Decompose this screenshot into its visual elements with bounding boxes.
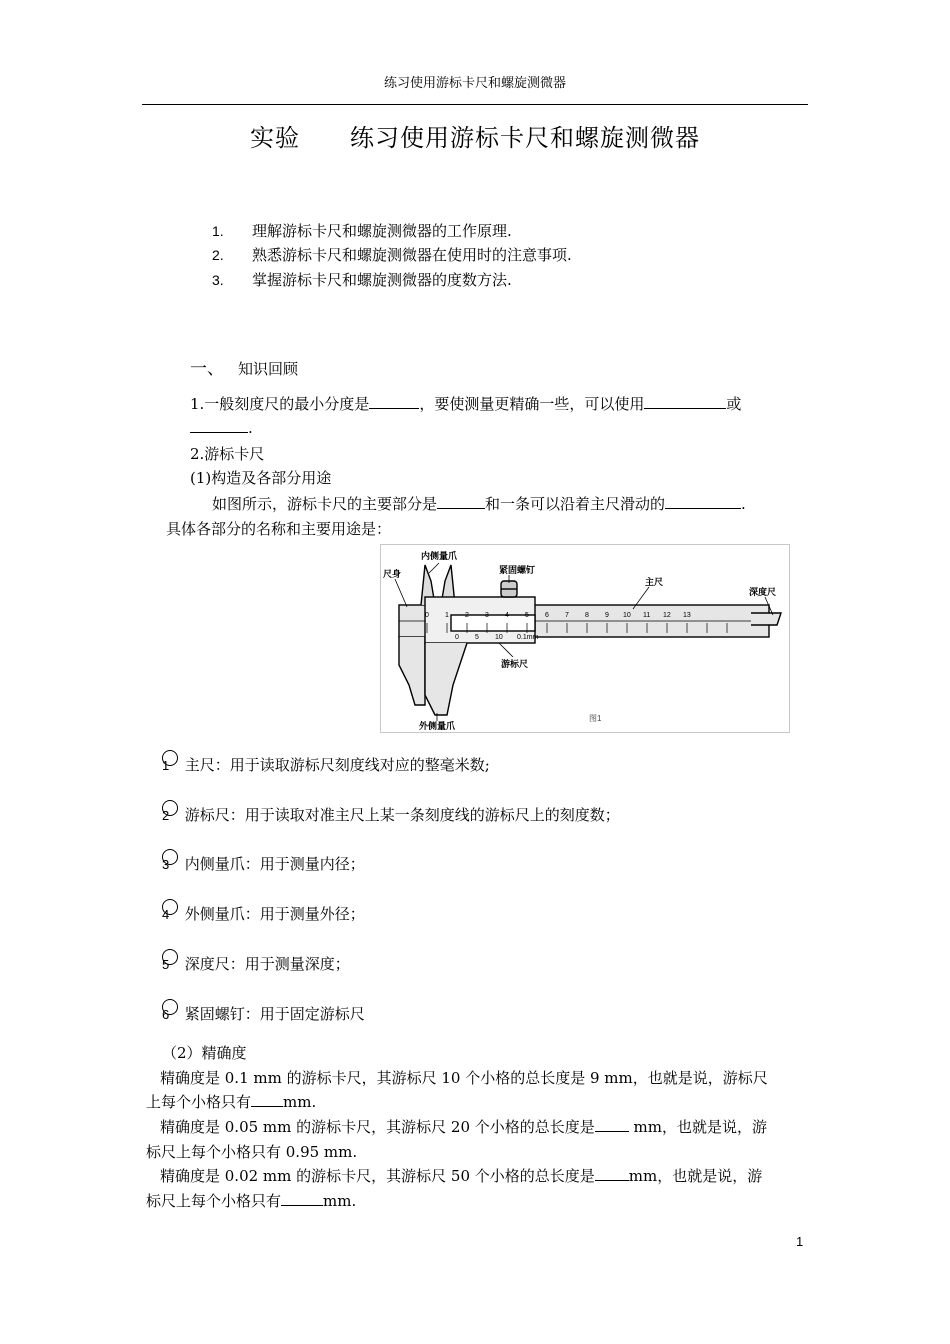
scale-num: 10 [623, 612, 631, 619]
part-6 [162, 1003, 365, 1024]
blank[interactable] [369, 394, 419, 409]
blank[interactable] [190, 418, 248, 433]
prec-text: mm. [283, 1093, 317, 1111]
circled-number: 3 [162, 857, 180, 872]
blank[interactable] [251, 1092, 283, 1107]
label-inner-jaw: 内侧量爪 [421, 551, 458, 561]
objective-num: 1. [212, 223, 224, 239]
prec-text: mm，也就是说，游 [628, 1167, 763, 1185]
header-rule [142, 104, 808, 105]
section-title: 知识回顾 [238, 360, 299, 378]
precision-line-1: 精确度是 0.1 mm 的游标卡尺，其游标尺 10 个小格的总长度是 9 mm，也就是说，游标尺 [160, 1069, 768, 1087]
section-heading [190, 354, 298, 379]
prec-text: mm，也就是说，游 [628, 1118, 767, 1136]
caliper-figure [380, 544, 790, 733]
question-2: 2.游标卡尺 [190, 445, 265, 463]
q1-text-a: 1.一般刻度尺的最小分度是 [190, 395, 370, 413]
blank[interactable] [665, 494, 741, 509]
circled-number: 1 [162, 758, 180, 773]
label-screw: 紧固螺钉 [499, 565, 536, 575]
vernier-num: 0 [455, 634, 459, 641]
scale-num: 6 [545, 612, 549, 619]
circled-number: 2 [162, 808, 180, 823]
vernier-precision: 0.1mm [517, 634, 539, 641]
figure-caption: 图1 [589, 714, 602, 723]
precision-line-2b: 标尺上每个小格只有 0.95 mm. [146, 1143, 358, 1161]
scale-num: 11 [643, 612, 651, 619]
part-text: 外侧量爪：用于测量外径； [184, 905, 365, 923]
blank[interactable] [595, 1166, 629, 1181]
precision-line-3 [160, 1165, 762, 1186]
label-body: 尺身 [383, 569, 402, 579]
part-5 [162, 953, 350, 974]
blank[interactable] [595, 1117, 629, 1132]
precision-line-3b [146, 1190, 356, 1211]
part-4 [162, 903, 365, 924]
vernier-num: 5 [475, 634, 479, 641]
scale-num: 3 [485, 612, 489, 619]
running-header: 练习使用游标卡尺和螺旋测微器 [383, 76, 566, 91]
intro-text-a: 如图所示，游标卡尺的主要部分是 [212, 495, 438, 513]
label-vernier: 游标尺 [501, 659, 529, 669]
title-prefix: 实验 [250, 124, 300, 152]
scale-num: 8 [585, 612, 589, 619]
subheading-precision: （2）精确度 [162, 1044, 247, 1062]
objective-text: 理解游标卡尺和螺旋测微器的工作原理. [252, 222, 512, 240]
prec-text: mm. [323, 1192, 357, 1210]
subheading-structure: (1)构造及各部分用途 [190, 469, 332, 487]
scale-num: 7 [565, 612, 569, 619]
q1-text-c: 或 [726, 395, 742, 413]
scale-num: 13 [683, 612, 691, 619]
part-text: 游标尺：用于读取对准主尺上某一条刻度线的游标尺上的刻度数； [184, 806, 620, 824]
blank[interactable] [644, 394, 726, 409]
label-main-scale: 主尺 [645, 577, 664, 587]
prec-text: 标尺上每个小格只有 [146, 1192, 282, 1210]
scale-num: 5 [525, 612, 529, 619]
scale-num: 1 [445, 612, 449, 619]
intro-line-2: 具体各部分的名称和主要用途是： [166, 520, 392, 538]
objective-text: 掌握游标卡尺和螺旋测微器的度数方法. [252, 271, 512, 289]
intro-text-b: 和一条可以沿着主尺滑动的 [485, 495, 666, 513]
part-text: 主尺：用于读取游标尺刻度线对应的整毫米数; [184, 756, 490, 774]
scale-num: 9 [605, 612, 609, 619]
prec-text: 精确度是 0.05 mm 的游标卡尺，其游标尺 20 个小格的总长度是 [160, 1118, 595, 1136]
title-main: 练习使用游标卡尺和螺旋测微器 [350, 124, 700, 152]
caliper-diagram [381, 545, 789, 732]
page-title [0, 118, 950, 153]
blank[interactable] [437, 494, 485, 509]
scale-num: 12 [663, 612, 671, 619]
section-num: 一、 [190, 359, 224, 379]
objective-2 [212, 244, 572, 265]
part-3 [162, 853, 365, 874]
label-depth: 深度尺 [749, 587, 777, 597]
circled-number: 4 [162, 907, 180, 922]
prec-text: 精确度是 0.02 mm 的游标卡尺，其游标尺 50 个小格的总长度是 [160, 1167, 595, 1185]
part-2 [162, 804, 620, 825]
scale-num: 4 [505, 612, 509, 619]
intro-line [212, 493, 746, 514]
page-number: 1 [796, 1234, 804, 1249]
question-1 [190, 393, 741, 414]
question-1-cont [190, 418, 253, 437]
q1-text-d: . [248, 419, 253, 437]
objective-num: 3. [212, 272, 224, 288]
q1-text-b: ，要使测量更精确一些，可以使用 [419, 395, 645, 413]
objective-text: 熟悉游标卡尺和螺旋测微器在使用时的注意事项. [252, 246, 572, 264]
objective-num: 2. [212, 247, 224, 263]
part-text: 紧固螺钉：用于固定游标尺 [184, 1005, 365, 1023]
circled-number: 5 [162, 957, 180, 972]
label-outer-jaw: 外侧量爪 [419, 721, 456, 731]
scale-num: 0 [425, 612, 429, 619]
part-text: 内侧量爪：用于测量内径； [184, 855, 365, 873]
precision-line-2 [160, 1116, 767, 1137]
vernier-num: 10 [495, 634, 503, 641]
blank[interactable] [281, 1191, 323, 1206]
part-1 [162, 754, 490, 775]
objective-1 [212, 220, 512, 241]
part-text: 深度尺：用于测量深度； [184, 955, 350, 973]
circled-number: 6 [162, 1007, 180, 1022]
intro-text-c: . [741, 495, 746, 513]
scale-num: 2 [465, 612, 469, 619]
objective-3 [212, 269, 512, 290]
precision-line-1b [146, 1091, 316, 1112]
prec-text: 上每个小格只有 [146, 1093, 252, 1111]
